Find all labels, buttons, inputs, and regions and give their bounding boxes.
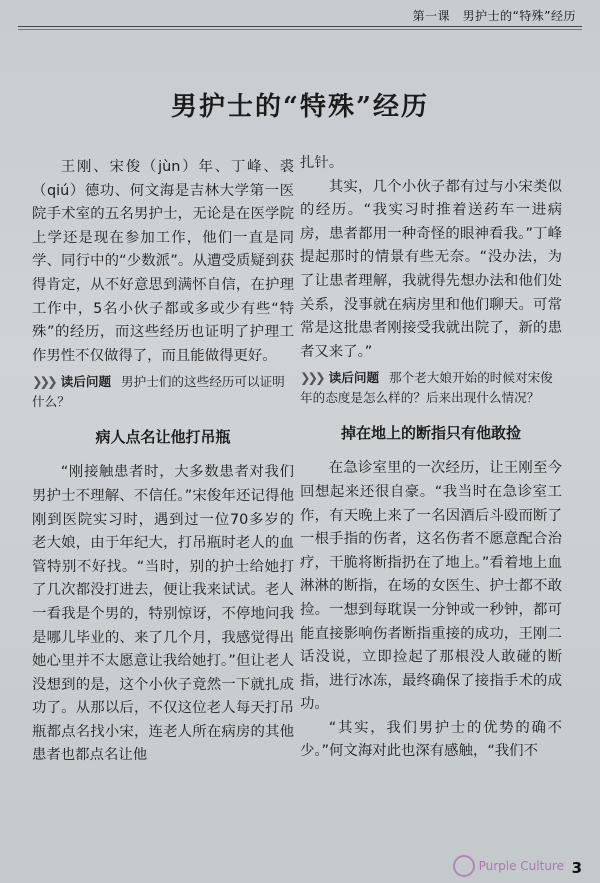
left-column xyxy=(32,156,294,768)
reading-question-2 xyxy=(300,368,562,408)
chevron-icon: ❯❯❯ xyxy=(32,374,55,390)
right-paragraph-1: 其实，几个小伙子都有过与小宋类似的经历。“我实习时推着送药车一进病房，患者都用一种奇怪的眼神看我。”丁峰提起那时的情景有些无奈。“没办法，为了让患者理解，我就得先想办法和他们处关系，没事就在病房里和他们聊天。可常常是这批患者刚接受我就出院了，新的患者又来了。” xyxy=(300,178,562,360)
question-text: 男护士们的这些经历可以证明什么？ xyxy=(32,374,285,410)
intro-paragraph: 王刚、宋俊（jùn）年、丁峰、裘（qiú）德功、何文海是吉林大学第一医院手术室的五名男护士，无论是在医学院上学还是现在参加工作，他们一直是同学、同行中的“少数派”。从遭受质疑到获得肯定，从不好意思到满怀自信，在护理工作中，5名小伙子都或多或少有些“特殊”的经历，而这些经历也证明了护理工作男性不仅做得了，而且能做得更好。 xyxy=(32,159,294,364)
watermark-logo xyxy=(453,855,564,877)
header-rule xyxy=(18,26,582,27)
header-rule-secondary xyxy=(18,29,582,30)
section1-paragraph: “刚接触患者时，大多数患者对我们男护士不理解、不信任。”宋俊年还记得他刚到医院实习时，遇到过一位70多岁的老大娘，由于年纪大，打吊瓶时老人的血管特别不好找。“当时，别的护士给她打了几次都没打进去，便让我来试试。老人一看我是个男的，特别惊讶，不停地问我是哪儿毕业的、来了几个月，我感觉得出她心里并不太愿意让我给她打。”但让老人没想到的是，这个小伙子竟然一下就扎成功了。从那以后，不仅这位老人每天打吊瓶都点名找小宋，连老人所在病房的其他患者也都点名让他 xyxy=(32,464,294,764)
question-label: 读后问题 xyxy=(60,374,112,390)
page-number: 3 xyxy=(571,859,582,877)
right-paragraph-2: 在急诊室里的一次经历，让王刚至今回想起来还很自豪。“我当时在急诊室工作，有天晚上来了一名因酒后斗殴而断了一根手指的伤者，这名伤者不愿意配合治疗，干脆将断指扔在了地上。”看着地上血淋淋的断指，在场的女医生、护士都不敢捡。一想到每耽误一分钟或一秒钟，都可能直接影响伤者断指重接的成功，王刚二话没说，立即捡起了那根没人敢碰的断指，进行冰冻，最终确保了接指手术的成功。 xyxy=(300,460,562,713)
watermark-text: Purple Culture xyxy=(478,859,564,873)
running-head: 第一课 男护士的“特殊”经历 xyxy=(412,8,576,23)
right-paragraph-3: “其实，我们男护士的优势的确不少。”何文海对此也深有感触，“我们不 xyxy=(300,719,562,760)
chevron-icon: ❯❯❯ xyxy=(300,370,323,386)
section-heading-2: 掉在地上的断指只有他敢捡 xyxy=(340,424,521,443)
question-text: 那个老大娘开始的时候对宋俊年的态度是怎么样的？后来出现什么情况？ xyxy=(300,370,553,406)
section-heading-1: 病人点名让他打吊瓶 xyxy=(95,428,231,447)
watermark-icon xyxy=(453,855,475,877)
reading-question-1 xyxy=(32,372,294,412)
continued-paragraph: 扎针。 xyxy=(300,155,344,171)
question-label: 读后问题 xyxy=(328,370,380,386)
right-column xyxy=(300,152,562,764)
page-title: 男护士的“特殊”经历 xyxy=(171,92,429,122)
